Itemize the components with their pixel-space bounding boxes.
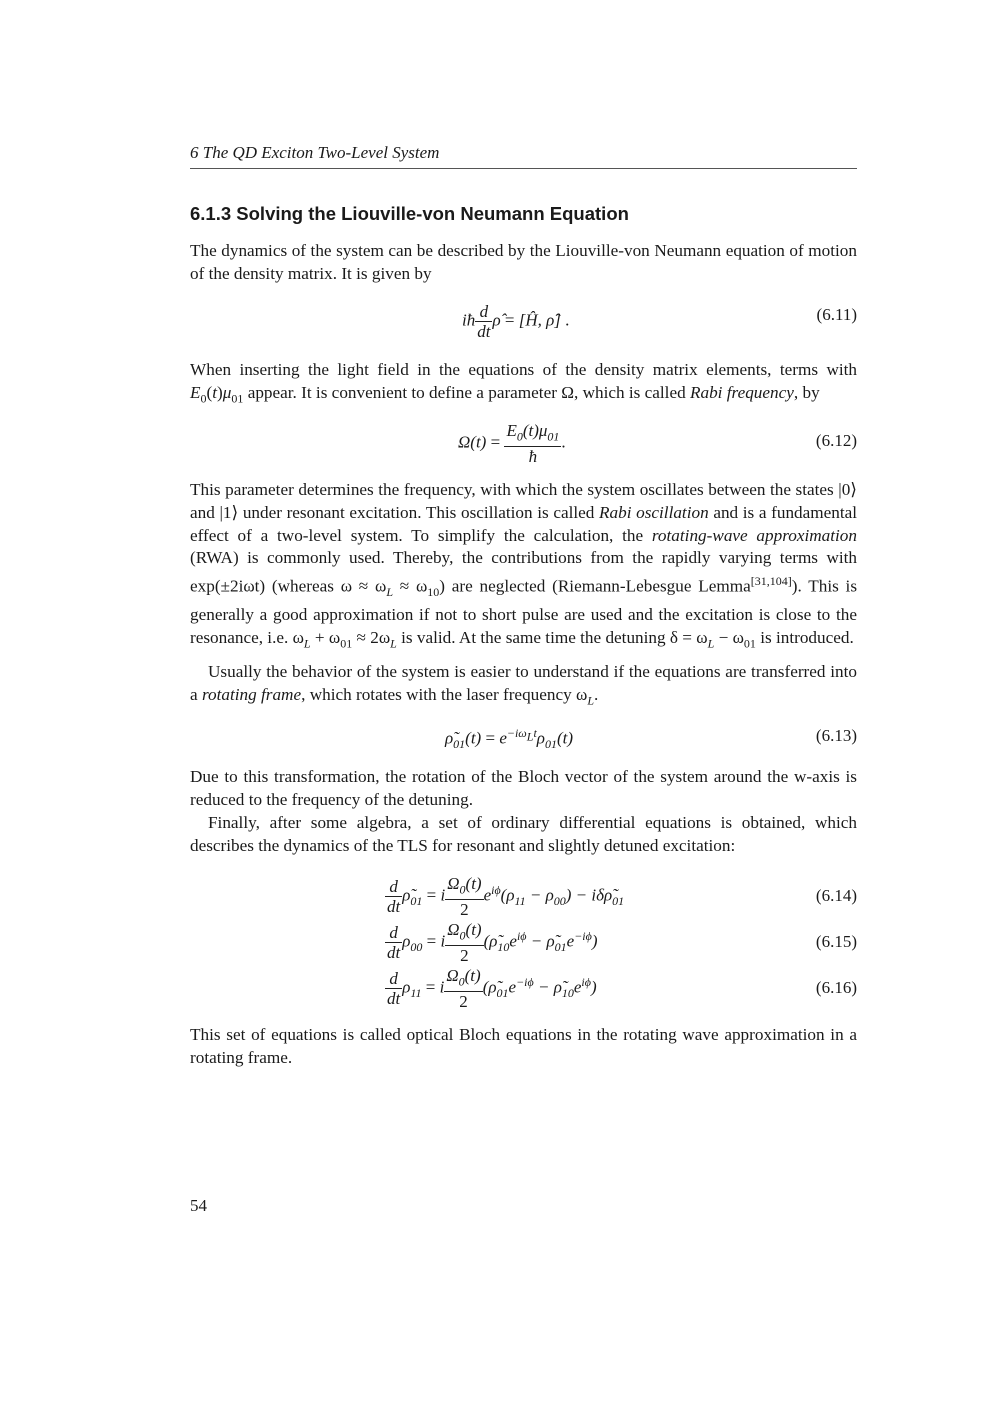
paragraph-5: Due to this transformation, the rotation of the Bloch vector of the system around the w-axis is reduced to the frequency of the detuning.: [190, 767, 857, 809]
equation-6-15-body: $\frac{d}{dt}$ $\rho_{00} = i$ $\frac{\Omega_0(t)}{2}$ ($\rhõ_{10}e^{i\phi}$ − $\rhõ_{01}e^{-i\phi}$): [387, 920, 598, 966]
section-heading: 6.1.3 Solving the Liouville-von Neumann Equation: [190, 203, 629, 224]
equation-6-12-body: Ω(t) = $\frac{E_0(t)\mu_{01}}{ħ}$ .: [458, 421, 566, 467]
paragraph-7: This set of equations is called optical Bloch equations in the rotating wave approximation in a rotating frame.: [190, 1025, 857, 1067]
paragraph-1: The dynamics of the system can be described by the Liouville-von Neumann equation of motion of the density matrix. It is given by: [190, 241, 857, 283]
equation-6-12: [190, 421, 857, 467]
equation-6-16: [190, 966, 857, 1012]
equation-number: (6.16): [815, 978, 857, 997]
equation-6-11-body: iħ $\frac{d}{dt}$ ρ̂ = [Ĥ, ρ̂] .: [462, 302, 570, 341]
equation-6-15: [190, 920, 857, 966]
equation-6-14: [190, 874, 857, 920]
equation-6-16-body: $\frac{d}{dt}$ $\rho_{11} = i$ $\frac{\Omega_0(t)}{2}$ ($\rhõ_{01}e^{-i\phi}$ − $\rhõ_{10}e^{i\phi}$): [387, 966, 597, 1012]
equation-6-11: [190, 302, 857, 345]
equation-6-13-body: $\rhõ_{01}(t) = e^{-i\omega_Lt}\rho_{01}(t)$: [445, 726, 574, 752]
paragraph-6: Finally, after some algebra, a set of ordinary differential equations is obtained, which describes the dynamics of the TLS for resonant and slightly detuned excitation:: [190, 813, 857, 855]
equation-6-13: [190, 726, 857, 766]
running-header: 6 The QD Exciton Two-Level System: [190, 143, 857, 169]
equation-number: (6.13): [815, 726, 857, 745]
paragraph-4: Usually the behavior of the system is easier to understand if the equations are transferred into a rotating frame, which rotates with the laser frequency $\omega_L$.: [190, 662, 857, 708]
equation-number: (6.11): [816, 305, 857, 324]
paragraph-3: This parameter determines the frequency, with which the system oscillates between the states |0⟩ and |1⟩ under resonant excitation. This oscillation is called Rabi oscillation and is a fundamental effect of a two-level system. To simplify the calculation, the rotating-wave approximation (RWA) is commonly used. Thereby, the contributions from the rapidly varying terms with exp(±2iωt) (whereas $\omega \approx \omega_L \approx \omega_{10}$) are neglected (Riemann-Lebesgue Lemma[31,104]). This is generally a good approximation if not to short pulse are used and the excitation is close to the resonance, i.e. $\omega_L + \omega_{01} \approx 2\omega_L$ is valid. At the same time the detuning $\delta = \omega_L - \omega_{01}$ is introduced.: [190, 480, 858, 651]
paragraph-2: When inserting the light field in the equations of the density matrix elements, terms with $E_0(t)\mu_{01}$ appear. It is convenient to define a parameter Ω, which is called Rabi frequency, by: [190, 360, 857, 406]
equation-6-14-body: $\frac{d}{dt}$ $\rhõ_{01} = i$ $\frac{\Omega_0(t)}{2}$ $e^{i\phi}(\rho_{11} - \rho_{00})$ − $i\delta\rhõ_{01}$: [387, 874, 625, 920]
equation-number: (6.12): [815, 431, 857, 450]
equation-number: (6.14): [815, 886, 857, 905]
equation-number: (6.15): [815, 932, 857, 951]
page-number: 54: [190, 1196, 207, 1215]
